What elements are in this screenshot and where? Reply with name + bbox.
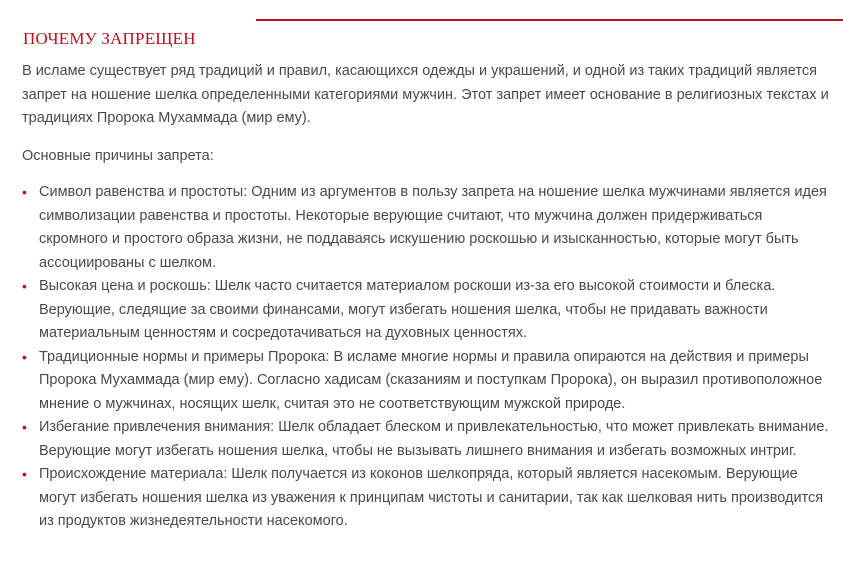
list-item	[22, 463, 834, 534]
section-title: ПОЧЕМУ ЗАПРЕЩЕН	[23, 29, 196, 49]
intro-paragraph: В исламе существует ряд традиций и правил, касающихся одежды и украшений, и одной из таких традиций является запрет на ношение шелка определенными категориями мужчин. Этот запрет имеет основание в религиозных текстах и традициях Пророка Мухаммада (мир ему).	[22, 63, 829, 126]
list-item	[22, 346, 834, 417]
reasons-list	[22, 181, 834, 534]
bullet-icon: •	[22, 348, 27, 365]
list-item	[22, 181, 834, 275]
bullet-icon: •	[22, 278, 27, 294]
article-body	[22, 60, 834, 534]
list-item-text: Происхождение материала: Шелк получается из коконов шелкопряда, который является насекомым. Верующие могут избегать ношения шелка из уважения к принципам чистоты и санитарии, так как шелковая нить производится из продуктов жизнедеятельности насекомого.	[39, 466, 824, 529]
list-item-text: Традиционные нормы и примеры Пророка: В исламе многие нормы и правила опираются на действия и примеры Пророка Мухаммада (мир ему). Согласно хадисам (сказаниям и поступкам Пророка), он выразил противоположное мнение о мужчинах, носящих шелк, считая это не соответствующим мужской природе.	[39, 348, 823, 412]
title-divider-line	[256, 19, 843, 21]
list-item-text: Высокая цена и роскошь: Шелк часто считается материалом роскоши из-за его высокой стоимости и блеска. Верующие, следящие за своими финансами, могут избегать ношения шелка, чтобы не придавать важности материальным ценностям и сосредотачиваться на духовных ценностях.	[39, 278, 776, 341]
reasons-intro: Основные причины запрета:	[22, 147, 214, 164]
bullet-icon: •	[22, 419, 27, 435]
bullet-icon: •	[22, 466, 27, 482]
list-item-text: Избегание привлечения внимания: Шелк обладает блеском и привлекательностью, что может привлекать внимание. Верующие могут избегать ношения шелка, чтобы не вызывать лишнего внимания и избегать возможных интриг.	[39, 419, 829, 459]
list-item	[22, 275, 834, 346]
list-item-text: Символ равенства и простоты: Одним из аргументов в пользу запрета на ношение шелка мужчинами является идея символизации равенства и простоты. Некоторые верующие считают, что мужчина должен придерживаться скромного и простого образа жизни, не поддаваясь искушению роскошью и изысканностью, которые могут быть ассоциированы с шелком.	[39, 184, 827, 271]
bullet-icon: •	[22, 184, 27, 200]
list-item	[22, 416, 834, 463]
section-header	[23, 12, 838, 49]
